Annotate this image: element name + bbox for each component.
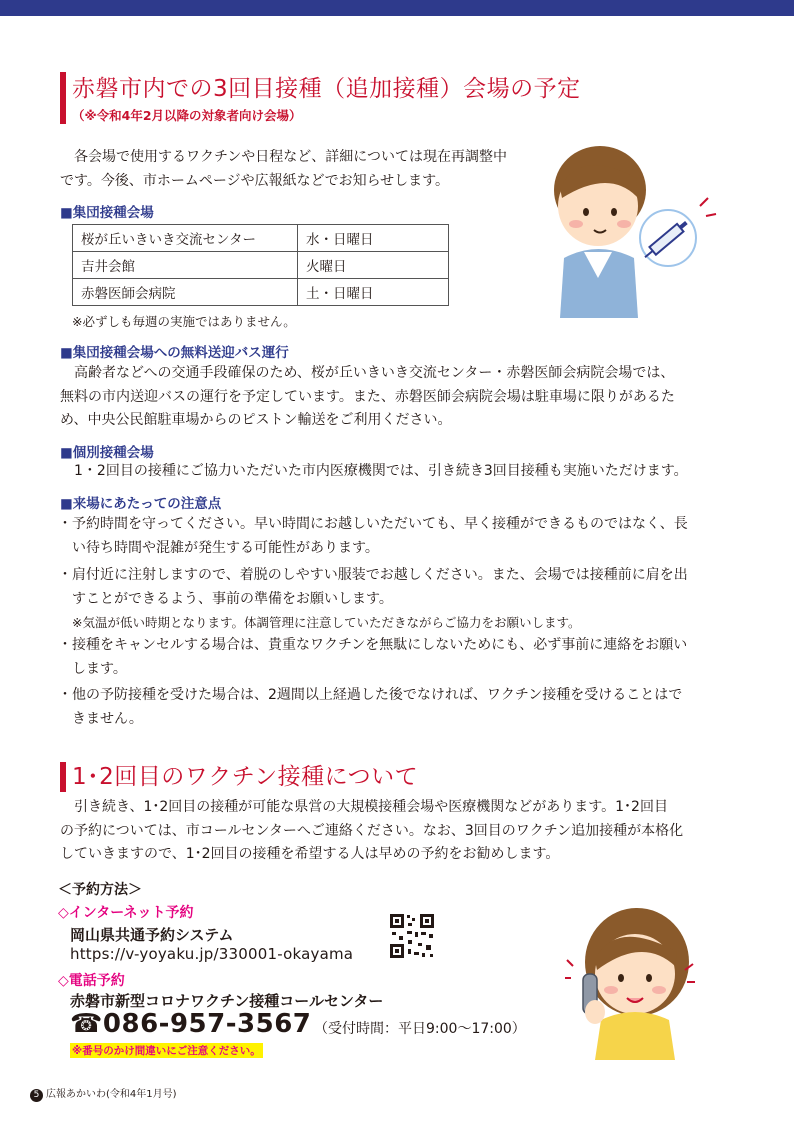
page-number: 5 [30,1089,43,1102]
list-item-subnote: ※気温が低い時期となります。体調管理に注意していただきながらご協力をお願いします。 [72,615,581,630]
group-venues-heading: ■集団接種会場 [60,205,154,221]
bullet-mark: ・ [58,637,72,653]
table-row [73,279,449,306]
reception-hours: （受付時間：平日9:00〜17:00） [314,1021,526,1037]
section2-line: の予約については、市コールセンターへご連絡ください。なお、3回目のワクチン追加接種が本格化 [60,822,684,839]
reservation-url-link[interactable]: https://v-yoyaku.jp/330001-okayama [70,945,354,963]
intro-line: です。今後、市ホームページや広報紙などでお知らせします。 [60,172,450,189]
list-item-line: 他の予防接種を受けた場合は、2週間以上経過した後でなければ、ワクチン接種を受けることはで [72,687,683,703]
section2-line: 引き続き、1･2回目の接種が可能な県営の大規模接種会場や医療機関などがあります。1･2回目 [60,799,668,815]
heading-accent-bar [60,762,66,792]
section2-paragraph [60,796,683,867]
section2-line: していきますので、1･2回目の接種を希望する人は早めの予約をお勧めします。 [60,846,560,862]
bus-line: 高齢者などへの交通手段確保のため、桜が丘いきいき交流センター・赤磐医師会病院会場では、 [60,365,675,381]
phone-label: ◇電話予約 [58,973,125,989]
list-item-line: 接種をキャンセルする場合は、貴重なワクチンを無駄にしないためにも、必ず事前に連絡をお願い [72,637,688,653]
individual-heading: ■個別接種会場 [60,445,154,461]
venue-name: 桜が丘いきいき交流センター [73,225,298,252]
phone-number[interactable] [70,1009,311,1039]
list-item-line: 予約時間を守ってください。早い時間にお越しいただいても、早く接種ができるものではなく、長 [72,516,688,532]
list-item [58,512,730,560]
call-center-name: 赤磐市新型コロナワクチン接種コールセンター [70,992,384,1010]
internet-system-name: 岡山県共通予約システム [70,926,234,944]
dial-warning: ※番号のかけ間違いにご注意ください。 [72,1045,261,1057]
bus-paragraph [60,362,675,433]
intro-paragraph [60,146,507,193]
list-item-line: きません。 [72,711,143,727]
list-item-line: 肩付近に注射しますので、着脱のしやすい服装でお越しください。また、会場では接種前に肩を出 [72,567,688,583]
top-header-bar [0,0,794,16]
footer-text: 広報あかいわ(令和4年1月号) [46,1089,177,1100]
doctor-illustration [540,128,730,318]
intro-line: 各会場で使用するワクチンや日程など、詳細については現在再調整中 [60,149,508,165]
section2-title: 1･2回目のワクチン接種について [72,764,419,790]
individual-line: 1・2回目の接種にご協力いただいた市内医療機関では、引き続き3回目接種も実施いただけます。 [60,463,688,479]
section1-title: 赤磐市内での3回目接種（追加接種）会場の予定 [72,76,581,102]
venue-note: ※必ずしも毎週の実施ではありません。 [72,314,296,329]
venue-days: 火曜日 [298,252,449,279]
bullet-mark: ・ [58,567,72,583]
bus-line: め、中央公民館駐車場からのピストン輸送をご利用ください。 [60,412,452,428]
venue-days: 水・日曜日 [298,225,449,252]
table-row [73,252,449,279]
phone-number-text: 086-957-3567 [102,1009,312,1039]
list-item [58,563,730,635]
list-item-line: い待ち時間や混雑が発生する可能性があります。 [72,540,379,556]
reservation-heading: ＜予約方法＞ [58,882,142,898]
venue-days: 土・日曜日 [298,279,449,306]
bullet-mark: ・ [58,687,72,703]
section1-subtitle: （※令和4年2月以降の対象者向け会場） [72,108,302,123]
list-item [58,633,730,681]
heading-accent-bar [60,72,66,124]
notes-heading: ■来場にあたっての注意点 [60,496,222,512]
venue-name: 赤磐医師会病院 [73,279,298,306]
phone-operator-illustration [565,900,715,1060]
venue-name: 吉井会館 [73,252,298,279]
bus-line: 無料の市内送迎バスの運行を予定しています。また、赤磐医師会病院会場は駐車場に限りがあるた [60,388,675,405]
list-item-line: します。 [72,661,127,677]
bus-heading: ■集団接種会場への無料送迎バス運行 [60,345,289,361]
venue-table [72,224,449,306]
list-item [58,683,730,731]
phone-icon: ☎ [70,1009,103,1039]
bullet-mark: ・ [58,516,72,532]
table-row [73,225,449,252]
page-footer [30,1085,177,1102]
internet-label: ◇インターネット予約 [58,905,194,921]
list-item-line: すことができるよう、事前の準備をお願いします。 [72,591,393,607]
qr-code-icon [388,912,436,960]
